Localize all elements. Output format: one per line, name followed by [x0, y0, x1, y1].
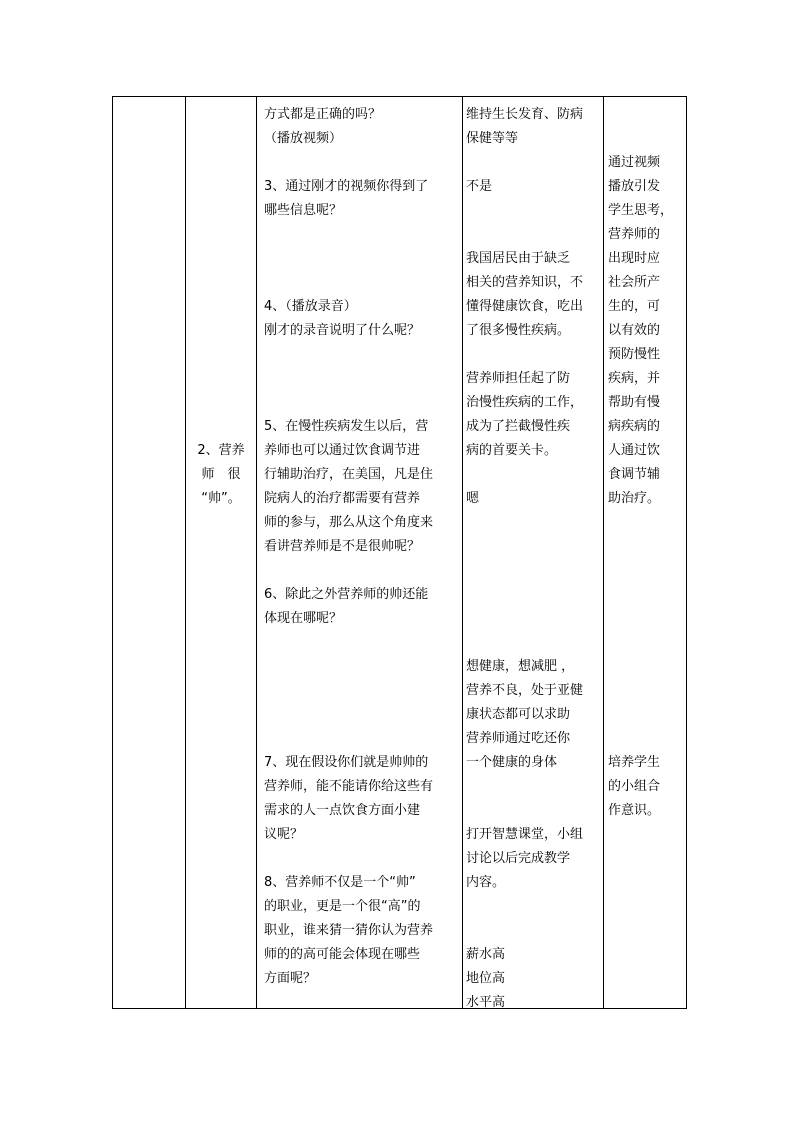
- student-activity-line: 相关的营养知识，不: [466, 275, 584, 290]
- teacher-activity-line: 3、通过刚才的视频你得到了: [264, 179, 429, 194]
- design-intent-line: 的小组合: [608, 779, 661, 794]
- student-activity-line: 懂得健康饮食，吃出: [466, 299, 584, 314]
- teacher-activity-line: 院病人的治疗都需要有营养: [264, 491, 421, 506]
- student-activity-line: 康状态都可以求助: [466, 707, 571, 722]
- student-activity-line: 成为了拦截慢性疾: [466, 419, 571, 434]
- column-divider-2: [256, 97, 257, 1008]
- student-activity-line: 嗯: [466, 491, 480, 506]
- section-label-line: “帅”。: [201, 491, 241, 506]
- column-section-title: [186, 97, 256, 1008]
- student-activity-line: 不是: [466, 179, 493, 194]
- column-divider-4: [603, 97, 604, 1008]
- teacher-activity-line: 7、现在假设你们就是帅帅的: [264, 755, 429, 770]
- column-divider-3: [462, 97, 463, 1008]
- design-intent-line: 人通过饮: [608, 443, 661, 458]
- teacher-activity-line: 职业，谁来猜一猜你认为营养: [264, 923, 434, 938]
- student-activity-line: 地位高: [466, 971, 506, 986]
- design-intent-line: 病疾病的: [608, 419, 661, 434]
- column-teacher-activity: [264, 97, 460, 1008]
- design-intent-line: 学生思考，: [608, 203, 674, 218]
- column-step-number: [113, 97, 185, 1008]
- student-activity-line: 我国居民由于缺乏: [466, 251, 571, 266]
- student-activity-line: 一个健康的身体: [466, 755, 558, 770]
- column-student-activity: [466, 97, 601, 1008]
- teacher-activity-line: （播放视频）: [264, 131, 343, 146]
- design-intent-line: 通过视频: [608, 155, 661, 170]
- teacher-activity-line: 营养师，能不能请你给这些有: [264, 779, 434, 794]
- design-intent-line: 出现时应: [608, 251, 661, 266]
- teacher-activity-line: 8、营养师不仅是一个“帅”: [264, 875, 416, 890]
- teacher-activity-line: 刚才的录音说明了什么呢？: [264, 323, 421, 338]
- design-intent-line: 社会所产: [608, 275, 661, 290]
- teacher-activity-line: 师的的高可能会体现在哪些: [264, 947, 421, 962]
- design-intent-line: 帮助有慢: [608, 395, 661, 410]
- lesson-plan-table: [112, 96, 687, 1009]
- teacher-activity-line: 4、（播放录音）: [264, 299, 357, 314]
- student-activity-line: 想健康，想减肥 ，: [466, 659, 575, 674]
- design-intent-line: 作意识。: [608, 803, 661, 818]
- teacher-activity-line: 方面呢？: [264, 971, 317, 986]
- student-activity-line: 了很多慢性疾病。: [466, 323, 571, 338]
- section-label-line: 2、营养: [197, 443, 245, 458]
- teacher-activity-line: 体现在哪呢？: [264, 611, 343, 626]
- teacher-activity-line: 养师也可以通过饮食调节进: [264, 443, 421, 458]
- design-intent-line: 食调节辅: [608, 467, 661, 482]
- teacher-activity-line: 方式都是正确的吗？: [264, 107, 382, 122]
- design-intent-line: 播放引发: [608, 179, 661, 194]
- teacher-activity-line: 看讲营养师是不是很帅呢？: [264, 539, 421, 554]
- teacher-activity-line: 议呢？: [264, 827, 304, 842]
- design-intent-line: 预防慢性: [608, 347, 661, 362]
- teacher-activity-line: 哪些信息呢？: [264, 203, 343, 218]
- section-label-line: 师 很: [201, 467, 241, 482]
- student-activity-line: 治慢性疾病的工作，: [466, 395, 584, 410]
- design-intent-line: 营养师的: [608, 227, 661, 242]
- student-activity-line: 水平高: [466, 995, 506, 1010]
- student-activity-line: 营养不良，处于亚健: [466, 683, 584, 698]
- student-activity-line: 营养师通过吃还你: [466, 731, 571, 746]
- design-intent-line: 助治疗。: [608, 491, 661, 506]
- student-activity-line: 保健等等: [466, 131, 519, 146]
- student-activity-line: 讨论以后完成教学: [466, 851, 571, 866]
- student-activity-line: 维持生长发育、防病: [466, 107, 584, 122]
- teacher-activity-line: 师的参与，那么从这个角度来: [264, 515, 434, 530]
- design-intent-line: 以有效的: [608, 323, 661, 338]
- design-intent-line: 培养学生: [608, 755, 661, 770]
- design-intent-line: 生的，可: [608, 299, 661, 314]
- teacher-activity-line: 行辅助治疗，在美国，凡是住: [264, 467, 434, 482]
- teacher-activity-line: 需求的人一点饮食方面小建: [264, 803, 421, 818]
- student-activity-line: 病的首要关卡。: [466, 443, 558, 458]
- teacher-activity-line: 的职业，更是一个很“高”的: [264, 899, 421, 914]
- student-activity-line: 营养师担任起了防: [466, 371, 571, 386]
- column-design-intent: [608, 97, 686, 1008]
- teacher-activity-line: 6、除此之外营养师的帅还能: [264, 587, 429, 602]
- student-activity-line: 薪水高: [466, 947, 506, 962]
- teacher-activity-line: 5、在慢性疾病发生以后，营: [264, 419, 429, 434]
- student-activity-line: 内容。: [466, 875, 506, 890]
- design-intent-line: 疾病，并: [608, 371, 661, 386]
- student-activity-line: 打开智慧课堂，小组: [466, 827, 584, 842]
